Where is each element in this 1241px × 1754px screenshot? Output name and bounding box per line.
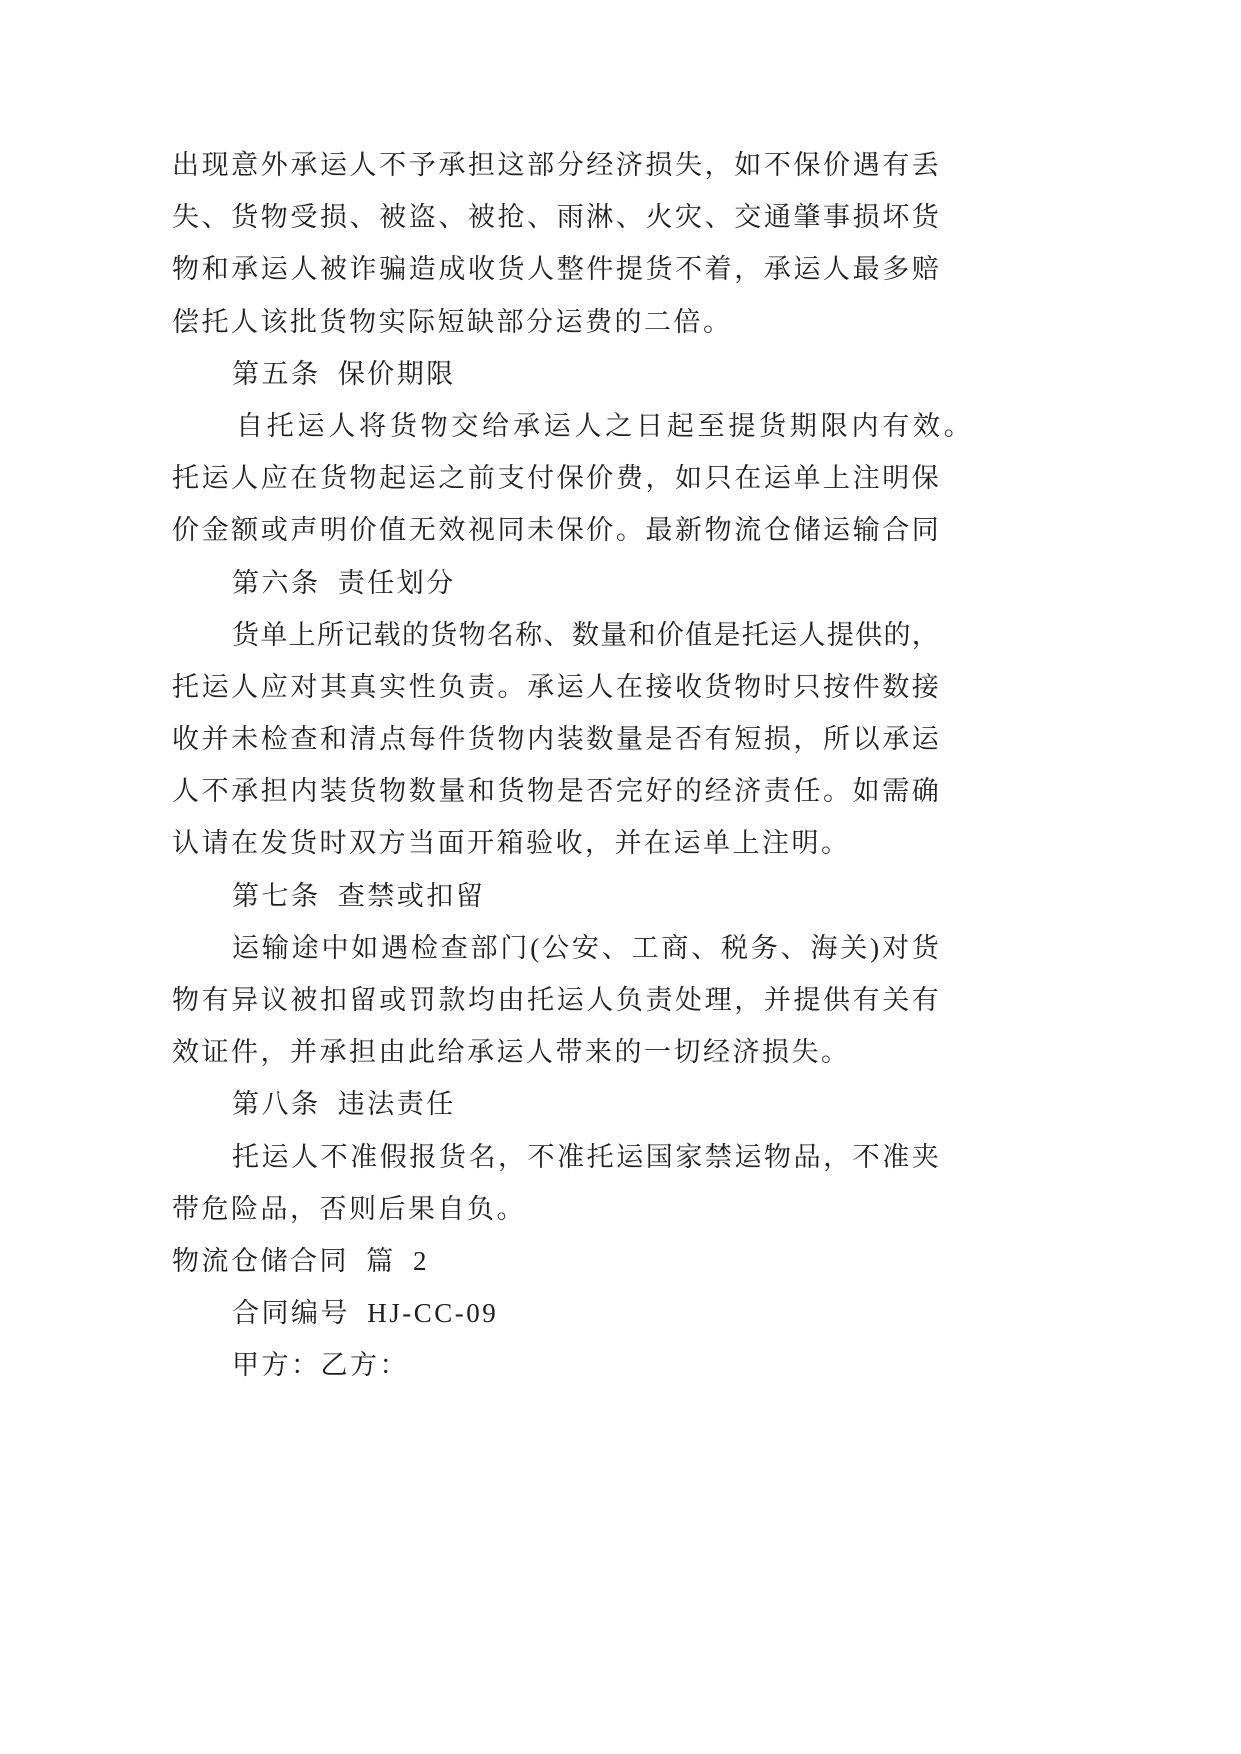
paragraph-line: 偿托人该批货物实际短缺部分运费的二倍。 <box>172 306 733 337</box>
paragraph-line: 物和承运人被诈骗造成收货人整件提货不着，承运人最多赔 <box>172 254 940 285</box>
paragraph-line: 自托运人将货物交给承运人之日起至提货期限内有效。 <box>236 410 972 441</box>
party-line: 甲方：乙方： <box>232 1350 409 1381</box>
paragraph-line: 收并未检查和清点每件货物内装数量是否有短损，所以承运 <box>172 724 940 755</box>
paragraph-line: 失、货物受损、被盗、被抢、雨淋、火灾、交通肇事损坏货 <box>172 202 940 233</box>
document-body <box>172 139 992 1392</box>
paragraph-line: 效证件，并承担由此给承运人带来的一切经济损失。 <box>172 1037 851 1068</box>
paragraph-line: 托运人不准假报货名，不准托运国家禁运物品，不准夹 <box>232 1141 940 1172</box>
clause-heading-6: 第六条 责任划分 <box>232 567 456 598</box>
paragraph-line: 托运人应对其真实性负责。承运人在接收货物时只按件数接 <box>172 671 940 702</box>
paragraph-line: 货单上所记载的货物名称、数量和价值是托运人提供的， <box>232 619 940 650</box>
paragraph-line: 带危险品，否则后果自负。 <box>172 1193 526 1224</box>
paragraph-line: 物有异议被扣留或罚款均由托运人负责处理，并提供有关有 <box>172 985 940 1015</box>
paragraph-line: 价金额或声明价值无效视同未保价。最新物流仓储运输合同 <box>172 515 940 546</box>
paragraph-line: 认请在发货时双方当面开箱验收，并在运单上注明。 <box>172 828 851 859</box>
clause-heading-5: 第五条 保价期限 <box>232 358 456 389</box>
paragraph-line: 运输途中如遇检查部门(公安、工商、税务、海关)对货 <box>232 932 940 963</box>
contract-number: 合同编号 HJ-CC-09 <box>232 1298 499 1329</box>
clause-heading-7: 第七条 查禁或扣留 <box>232 880 486 911</box>
paragraph-line: 托运人应在货物起运之前支付保价费，如只在运单上注明保 <box>172 463 940 494</box>
paragraph-line: 出现意外承运人不予承担这部分经济损失，如不保价遇有丢 <box>172 150 940 180</box>
paragraph-line: 人不承担内装货物数量和货物是否完好的经济责任。如需确 <box>172 776 940 807</box>
clause-heading-8: 第八条 违法责任 <box>232 1089 456 1120</box>
section-title: 物流仓储合同 篇 2 <box>172 1245 429 1276</box>
